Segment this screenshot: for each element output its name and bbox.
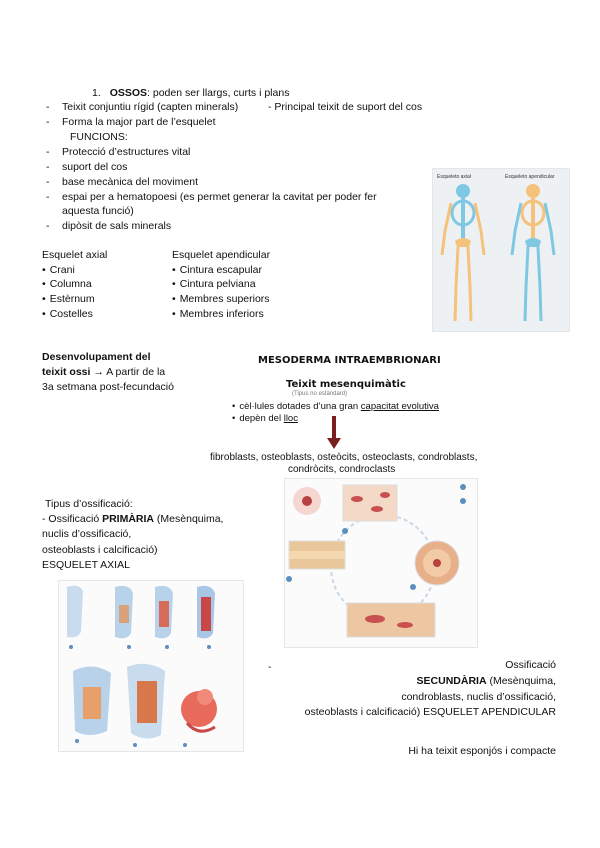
funcio-item: - Protecció d’estructures vital	[62, 145, 190, 160]
desenvolupament-title-2: teixit ossi	[42, 366, 91, 379]
ossificacio-primaria: Tipus d’ossificació: - Ossificació PRIMÀRIA (Mesènquima, nuclis d’ossificació, osteoblasts i calcificació) ESQUELET AXIAL	[42, 497, 223, 573]
funcio-item: - base mecànica del moviment	[62, 175, 198, 190]
final-note: Hi ha teixit esponjós i compacte	[408, 745, 556, 757]
ossification-cycle-figure	[284, 478, 478, 648]
skeleton-apendicular-figure	[512, 184, 554, 321]
ossos-title-rest: : poden ser llargs, curts i plans	[147, 87, 290, 99]
list-item: • Estèrnum	[42, 292, 107, 307]
secundaria-line-1: Ossificació	[505, 659, 556, 671]
primaria-line-4: ESQUELET AXIAL	[42, 558, 130, 571]
mesoderma-bullet-1: • cèl·lules dotades d’una gran capacitat evolutiva	[232, 400, 439, 413]
skeleton-label-apendicular: Esqueleto apendicular	[505, 174, 555, 180]
skeleton-label-axial: Esqueleto axial	[437, 174, 471, 180]
primaria-bold: PRIMÀRIA	[102, 513, 155, 526]
skeleton-figure	[432, 168, 570, 332]
secundaria-bold: SECUNDÀRIA	[416, 674, 487, 687]
mesoderma-title: MESODERMA INTRAEMBRIONARI	[258, 355, 441, 366]
esquelet-axial-list	[42, 248, 107, 321]
mesoderma-subtitle: Teixit mesenquimàtic	[286, 379, 406, 390]
skeleton-illustration	[433, 169, 569, 331]
ossos-line1-left: - Teixit conjuntiu rígid (capten minerals)	[62, 100, 238, 115]
funcio-item: - espai per a hematopoesi (es permet generar la cavitat per poder fer	[62, 190, 377, 205]
secundaria-dash: -	[268, 661, 272, 673]
list-item: • Cintura pelviana	[172, 277, 270, 292]
primaria-line-3: osteoblasts i calcificació)	[42, 543, 158, 556]
funcions-heading: FUNCIONS:	[70, 131, 128, 143]
desenvolupament-line3: 3a setmana post-fecundació	[42, 381, 174, 394]
funcio-item: - dipòsit de sals minerals	[62, 219, 171, 234]
desenvolupament-title: Desenvolupament del	[42, 351, 151, 363]
esquelet-apendicular-title: Esquelet apendicular	[172, 249, 271, 261]
secundaria-line-4: osteoblasts i calcificació) ESQUELET APENDICULAR	[304, 706, 556, 719]
list-number: 1.	[92, 87, 101, 99]
list-item: • Costelles	[42, 307, 107, 322]
desenvolupament-arrow-text: → A partir de la	[93, 366, 166, 379]
list-item: • Crani	[42, 263, 107, 278]
ossos-line2: - Forma la major part de l’esquelet	[62, 115, 216, 130]
esquelet-apendicular-list	[172, 248, 270, 321]
tipus-ossificacio: Tipus d’ossificació:	[45, 498, 133, 510]
list-item: • Membres superiors	[172, 292, 270, 307]
funcio-item-cont: aquesta funció)	[62, 205, 134, 217]
down-arrow-icon	[326, 416, 342, 450]
ossos-line1-right: - Principal teixit de suport del cos	[268, 101, 423, 113]
funcio-item: - suport del cos	[62, 160, 127, 175]
mesoderma-subnote: (Tipus no estàndard)	[292, 391, 348, 397]
cells-line-1: fibroblasts, osteoblasts, osteòcits, osteoclasts, condroblasts,	[210, 452, 478, 463]
primaria-line-2: nuclis d’ossificació,	[42, 528, 132, 541]
desenvolupament-block	[42, 350, 174, 396]
list-item: • Cintura escapular	[172, 263, 270, 278]
ossos-heading	[92, 86, 289, 101]
mesoderma-bullet-2: • depèn del lloc	[232, 412, 298, 425]
skeleton-axial-figure	[442, 184, 484, 321]
cells-line-2: condròcits, condroclasts	[288, 464, 396, 475]
bone-development-figure	[58, 580, 244, 752]
ossos-title: OSSOS	[109, 87, 148, 99]
list-item: • Membres inferiors	[172, 307, 270, 322]
esquelet-axial-title: Esquelet axial	[42, 249, 108, 261]
list-item: • Columna	[42, 277, 107, 292]
secundaria-line-3: condroblasts, nuclis d’ossificació,	[401, 690, 556, 703]
ossificacio-secundaria: Ossificació SECUNDÀRIA (Mesènquima, condroblasts, nuclis d’ossificació, osteoblasts i calcificació) ESQUELET APENDICULAR	[305, 658, 556, 721]
